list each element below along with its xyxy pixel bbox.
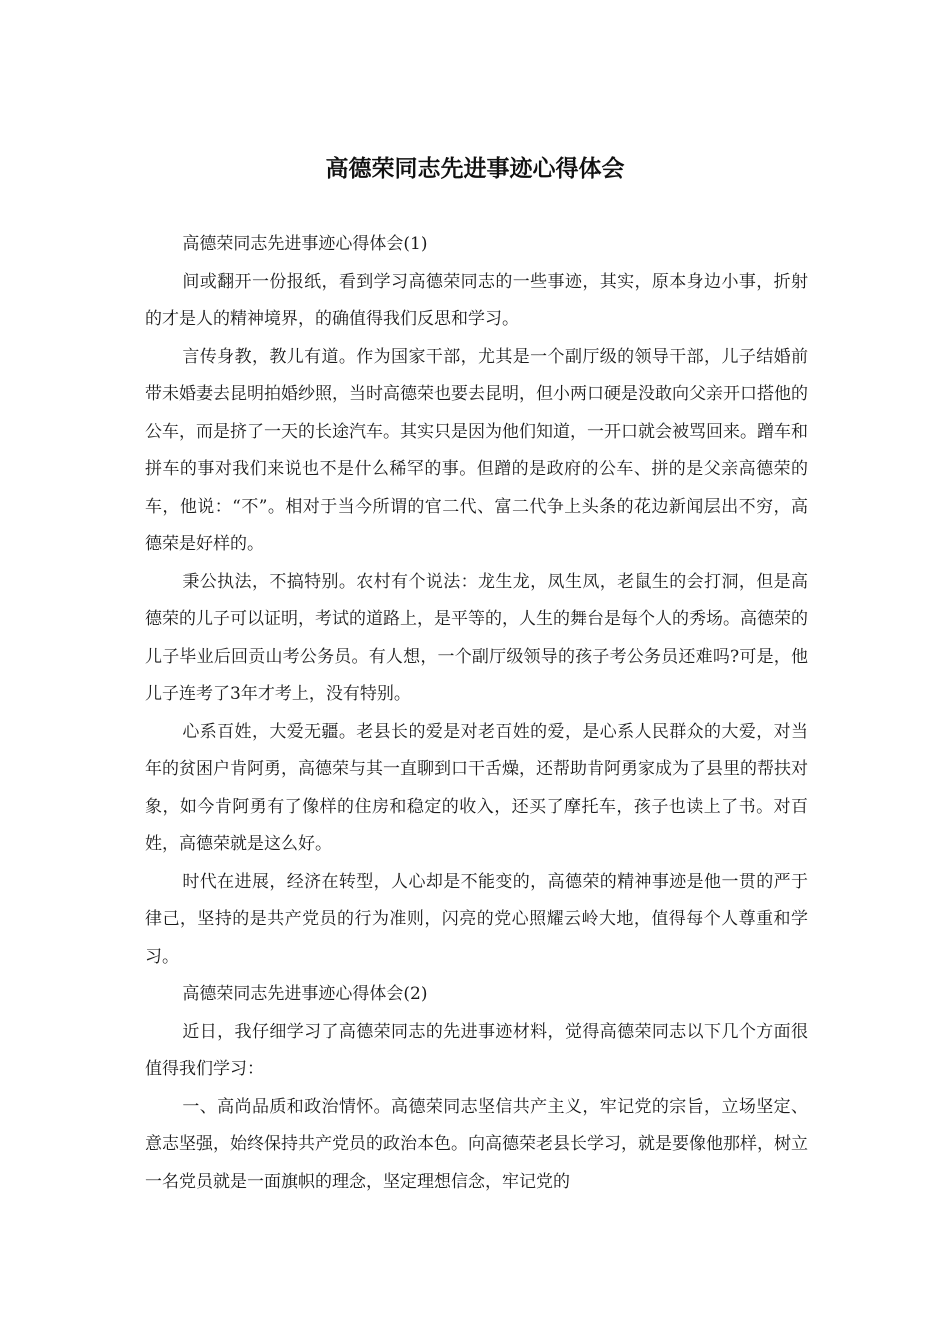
paragraph-heading-1: 高德荣同志先进事迹心得体会(1) bbox=[182, 234, 428, 254]
paragraph: 间或翻开一份报纸，看到学习高德荣同志的一些事迹，其实，原本身边小事，折射的才是人的精神境界，的确值得我们反思和学习。 bbox=[145, 271, 808, 329]
paragraph: 言传身教，教儿有道。作为国家干部，尤其是一个副厅级的领导干部，儿子结婚前带未婚妻去昆明拍婚纱照，当时高德荣也要去昆明，但小两口硬是没敢向父亲开口搭他的公车，而是挤了一天的长途汽车。其实只是因为他们知道，一开口就会被骂回来。蹭车和拼车的事对我们来说也不是什么稀罕的事。但蹭的是政府的公车、拼的是父亲高德荣的车，他说：“不”。相对于当今所谓的官二代、富二代争上头条的花边新闻层出不穷，高德荣是好样的。 bbox=[145, 346, 808, 554]
paragraph: 心系百姓，大爱无疆。老县长的爱是对老百姓的爱，是心系人民群众的大爱，对当年的贫困户肯阿勇，高德荣与其一直聊到口干舌燥，还帮助肯阿勇家成为了县里的帮扶对象，如今肯阿勇有了像样的住房和稳定的收入，还买了摩托车，孩子也读上了书。对百姓，高德荣就是这么好。 bbox=[145, 721, 808, 854]
paragraph: 近日，我仔细学习了高德荣同志的先进事迹材料，觉得高德荣同志以下几个方面很值得我们学习： bbox=[145, 1021, 808, 1079]
paragraph: 秉公执法，不搞特别。农村有个说法：龙生龙，凤生凤，老鼠生的会打洞，但是高德荣的儿子可以证明，考试的道路上，是平等的，人生的舞台是每个人的秀场。高德荣的儿子毕业后回贡山考公务员。有人想，一个副厅级领导的孩子考公务员还难吗?可是，他儿子连考了3年才考上，没有特别。 bbox=[145, 571, 808, 704]
paragraph-heading-2: 高德荣同志先进事迹心得体会(2) bbox=[182, 984, 428, 1004]
paragraph: 时代在进展，经济在转型，人心却是不能变的，高德荣的精神事迹是他一贯的严于律己，坚持的是共产党员的行为准则，闪亮的党心照耀云岭大地，值得每个人尊重和学习。 bbox=[145, 871, 808, 967]
document-body bbox=[145, 226, 808, 1201]
paragraph: 一、高尚品质和政治情怀。高德荣同志坚信共产主义，牢记党的宗旨，立场坚定、意志坚强，始终保持共产党员的政治本色。向高德荣老县长学习，就是要像他那样，树立一名党员就是一面旗帜的理念，坚定理想信念，牢记党的 bbox=[145, 1096, 808, 1192]
document-title: 高德荣同志先进事迹心得体会 bbox=[325, 155, 625, 182]
